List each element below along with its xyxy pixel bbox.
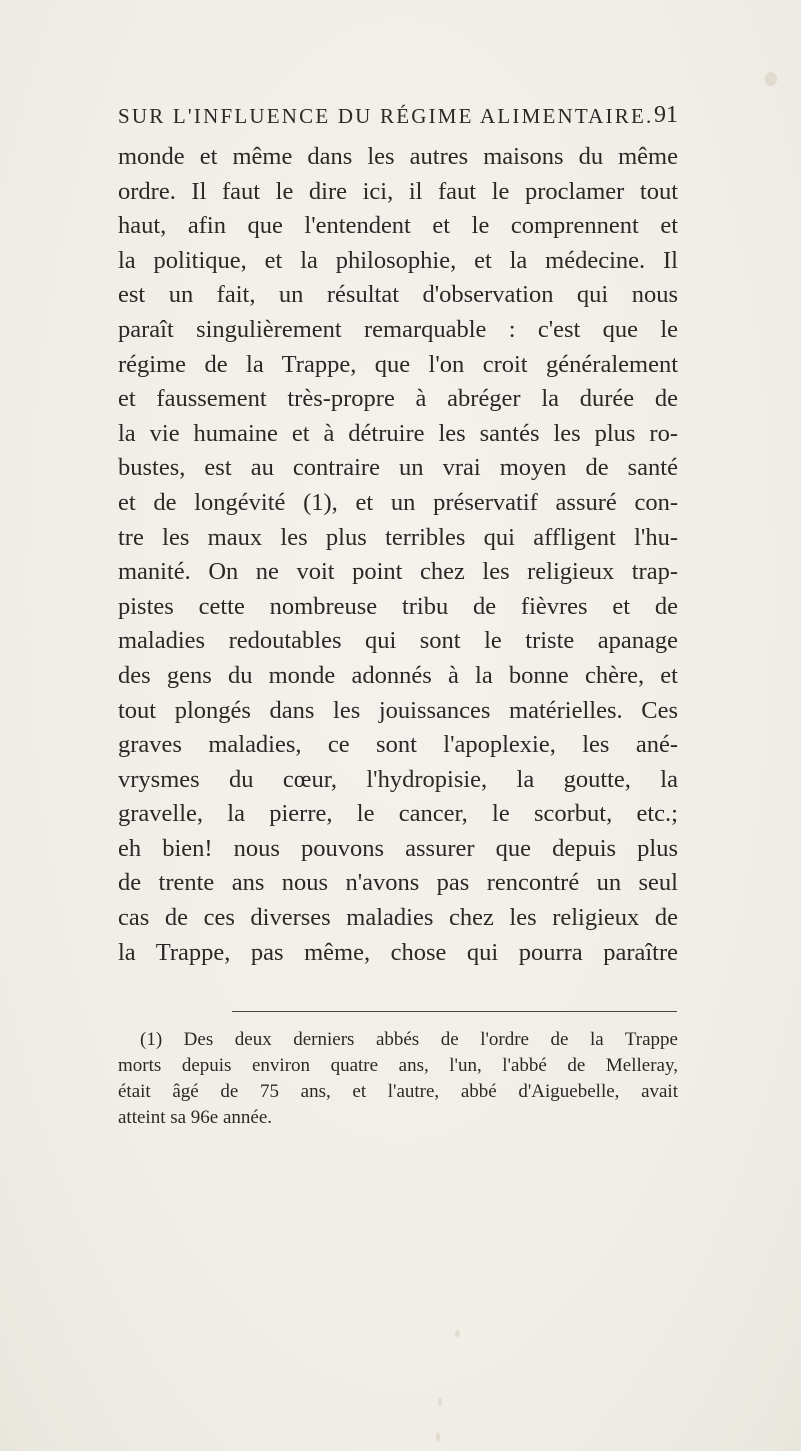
body-text: [118, 140, 678, 970]
page-number: 91: [654, 102, 678, 128]
text-line: tre les maux les plus terribles qui affligent l'hu-: [118, 523, 678, 551]
text-line: des gens du monde adonnés à la bonne chère, et: [118, 661, 678, 689]
text-line: pistes cette nombreuse tribu de fièvres et de: [118, 592, 678, 620]
text-line: gravelle, la pierre, le cancer, le scorbut, etc.;: [118, 800, 678, 828]
paper-stain: [455, 1330, 460, 1337]
footnote-line: morts depuis environ quatre ans, l'un, l'abbé de Melleray,: [118, 1055, 678, 1076]
paper-stain: [765, 72, 777, 86]
text-line: paraît singulièrement remarquable : c'est que le: [118, 315, 678, 343]
text-line: eh bien! nous pouvons assurer que depuis plus: [118, 834, 678, 862]
text-line: haut, afin que l'entendent et le comprennent et: [118, 212, 678, 240]
text-line: tout plongés dans les jouissances matérielles. Ces: [118, 696, 678, 724]
footnote-line: atteint sa 96e année.: [118, 1107, 273, 1128]
text-line: régime de la Trappe, que l'on croit généralement: [118, 350, 678, 378]
footnote-rule: [232, 1011, 677, 1012]
footnote-line: était âgé de 75 ans, et l'autre, abbé d'Aiguebelle, avait: [118, 1081, 678, 1102]
text-line: monde et même dans les autres maisons du même: [118, 143, 678, 170]
text-line: manité. On ne voit point chez les religieux trap-: [118, 558, 678, 586]
footnote: [118, 1027, 678, 1131]
text-line: vrysmes du cœur, l'hydropisie, la goutte, la: [118, 765, 678, 793]
text-line: est un fait, un résultat d'observation qui nous: [118, 281, 678, 309]
running-head-title: SUR L'INFLUENCE DU RÉGIME ALIMENTAIRE.: [118, 104, 654, 128]
text-line: maladies redoutables qui sont le triste apanage: [118, 627, 678, 655]
text-line: la vie humaine et à détruire les santés les plus ro-: [118, 419, 678, 447]
text-line: et faussement très-propre à abréger la durée de: [118, 385, 678, 413]
text-line: et de longévité (1), et un préservatif assuré con-: [118, 488, 678, 516]
text-line: ordre. Il faut le dire ici, il faut le proclamer tout: [118, 177, 678, 205]
text-line: la Trappe, pas même, chose qui pourra paraître: [118, 938, 678, 966]
paper-stain: [438, 1398, 442, 1406]
text-line: de trente ans nous n'avons pas rencontré un seul: [118, 869, 678, 897]
paper-stain: [436, 1432, 440, 1442]
running-head: [118, 104, 678, 134]
text-line: cas de ces diverses maladies chez les religieux de: [118, 904, 678, 932]
text-line: graves maladies, ce sont l'apoplexie, les ané-: [118, 731, 678, 759]
text-line: la politique, et la philosophie, et la médecine. Il: [118, 246, 678, 274]
text-line: bustes, est au contraire un vrai moyen de santé: [118, 454, 678, 482]
footnote-line: (1) Des deux derniers abbés de l'ordre de la Trappe: [140, 1029, 678, 1050]
